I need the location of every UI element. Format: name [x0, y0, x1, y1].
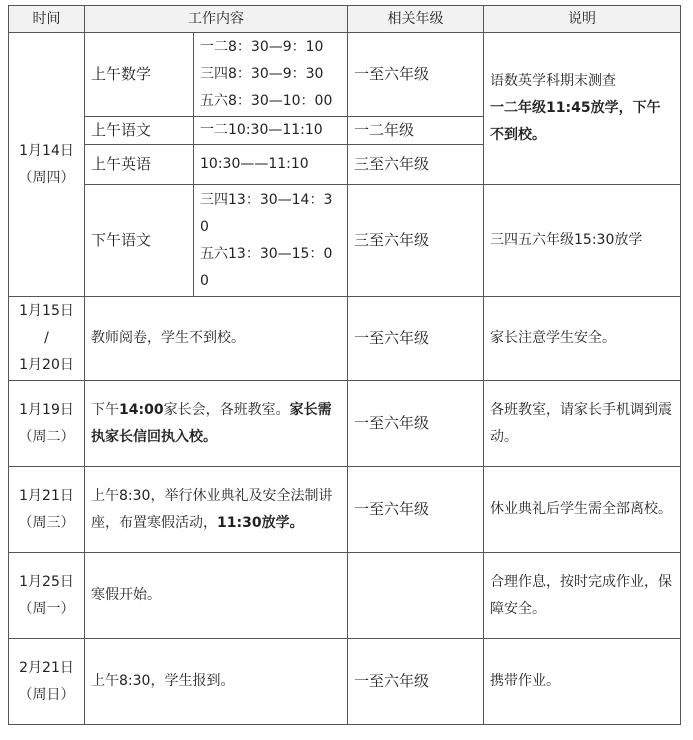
- time-cell: [194, 33, 348, 117]
- content-time: 14:00: [119, 401, 164, 418]
- content-text: 家长会，各班教室。: [163, 401, 290, 418]
- grade-cell: 三至六年级: [348, 145, 484, 185]
- header-content: 工作内容: [85, 6, 348, 33]
- header-time: 时间: [9, 6, 85, 33]
- date-cell: 1月19日（周二）: [9, 381, 85, 467]
- header-grade: 相关年级: [348, 6, 484, 33]
- date-end: 1月20日: [19, 357, 74, 373]
- note-cell: 三四五六年级15:30放学: [484, 185, 681, 297]
- table-row: [9, 185, 681, 297]
- time-line: 五六8：30—10：00: [200, 93, 333, 109]
- grade-cell: 一二年级: [348, 117, 484, 145]
- note-line: 语数英学科期末测查: [490, 73, 616, 89]
- date-separator: /: [44, 330, 49, 346]
- time-line: 三四13：30—14：30: [200, 191, 333, 235]
- subject-cell: 上午语文: [85, 117, 194, 145]
- schedule-table: [8, 5, 681, 725]
- date-cell: 1月25日（周一）: [9, 553, 85, 639]
- table-row: [9, 553, 681, 639]
- content-cell: [85, 381, 348, 467]
- content-cell: 寒假开始。: [85, 553, 348, 639]
- grade-cell: 三至六年级: [348, 185, 484, 297]
- note-cell: [484, 33, 681, 185]
- content-bold: 家长需执家长信回执入校。: [91, 401, 332, 445]
- grade-cell: 一至六年级: [348, 381, 484, 467]
- table-row: [9, 297, 681, 381]
- content-text: 上午8:30，举行休业典礼及安全法制讲座，布置寒假活动，: [91, 487, 333, 531]
- note-bold: 一二年级11:45放学，下午不到校。: [490, 100, 661, 143]
- content-cell: 上午8:30，学生报到。: [85, 639, 348, 725]
- grade-cell: 一至六年级: [348, 33, 484, 117]
- grade-cell: 一至六年级: [348, 467, 484, 553]
- grade-cell: 一至六年级: [348, 639, 484, 725]
- note-cell: 携带作业。: [484, 639, 681, 725]
- note-cell: 合理作息，按时完成作业，保障安全。: [484, 553, 681, 639]
- date-start: 1月15日: [19, 303, 74, 319]
- subject-cell: 上午英语: [85, 145, 194, 185]
- content-text: 下午: [91, 401, 119, 418]
- note-cell: 家长注意学生安全。: [484, 297, 681, 381]
- table-row: [9, 639, 681, 725]
- content-cell: 教师阅卷，学生不到校。: [85, 297, 348, 381]
- content-bold: 11:30放学。: [217, 514, 304, 531]
- table-row: [9, 33, 681, 117]
- time-cell: 10:30——11:10: [194, 145, 348, 185]
- table-row: [9, 467, 681, 553]
- time-line: 五六13：30—15：00: [200, 245, 333, 289]
- note-cell: 各班教室，请家长手机调到震动。: [484, 381, 681, 467]
- content-cell: [85, 467, 348, 553]
- date-cell: 2月21日（周日）: [9, 639, 85, 725]
- note-cell: 休业典礼后学生需全部离校。: [484, 467, 681, 553]
- header-note: 说明: [484, 6, 681, 33]
- grade-cell: 一至六年级: [348, 297, 484, 381]
- header-row: [9, 6, 681, 33]
- subject-cell: 上午数学: [85, 33, 194, 117]
- subject-cell: 下午语文: [85, 185, 194, 297]
- time-line: 三四8：30—9：30: [200, 66, 324, 82]
- time-cell: [194, 185, 348, 297]
- date-cell: [9, 297, 85, 381]
- date-cell: 1月21日（周三）: [9, 467, 85, 553]
- time-line: 一二8：30—9：10: [200, 39, 324, 55]
- table-row: [9, 381, 681, 467]
- grade-cell: [348, 553, 484, 639]
- date-cell: 1月14日（周四）: [9, 33, 85, 297]
- time-cell: 一二10:30—11:10: [194, 117, 348, 145]
